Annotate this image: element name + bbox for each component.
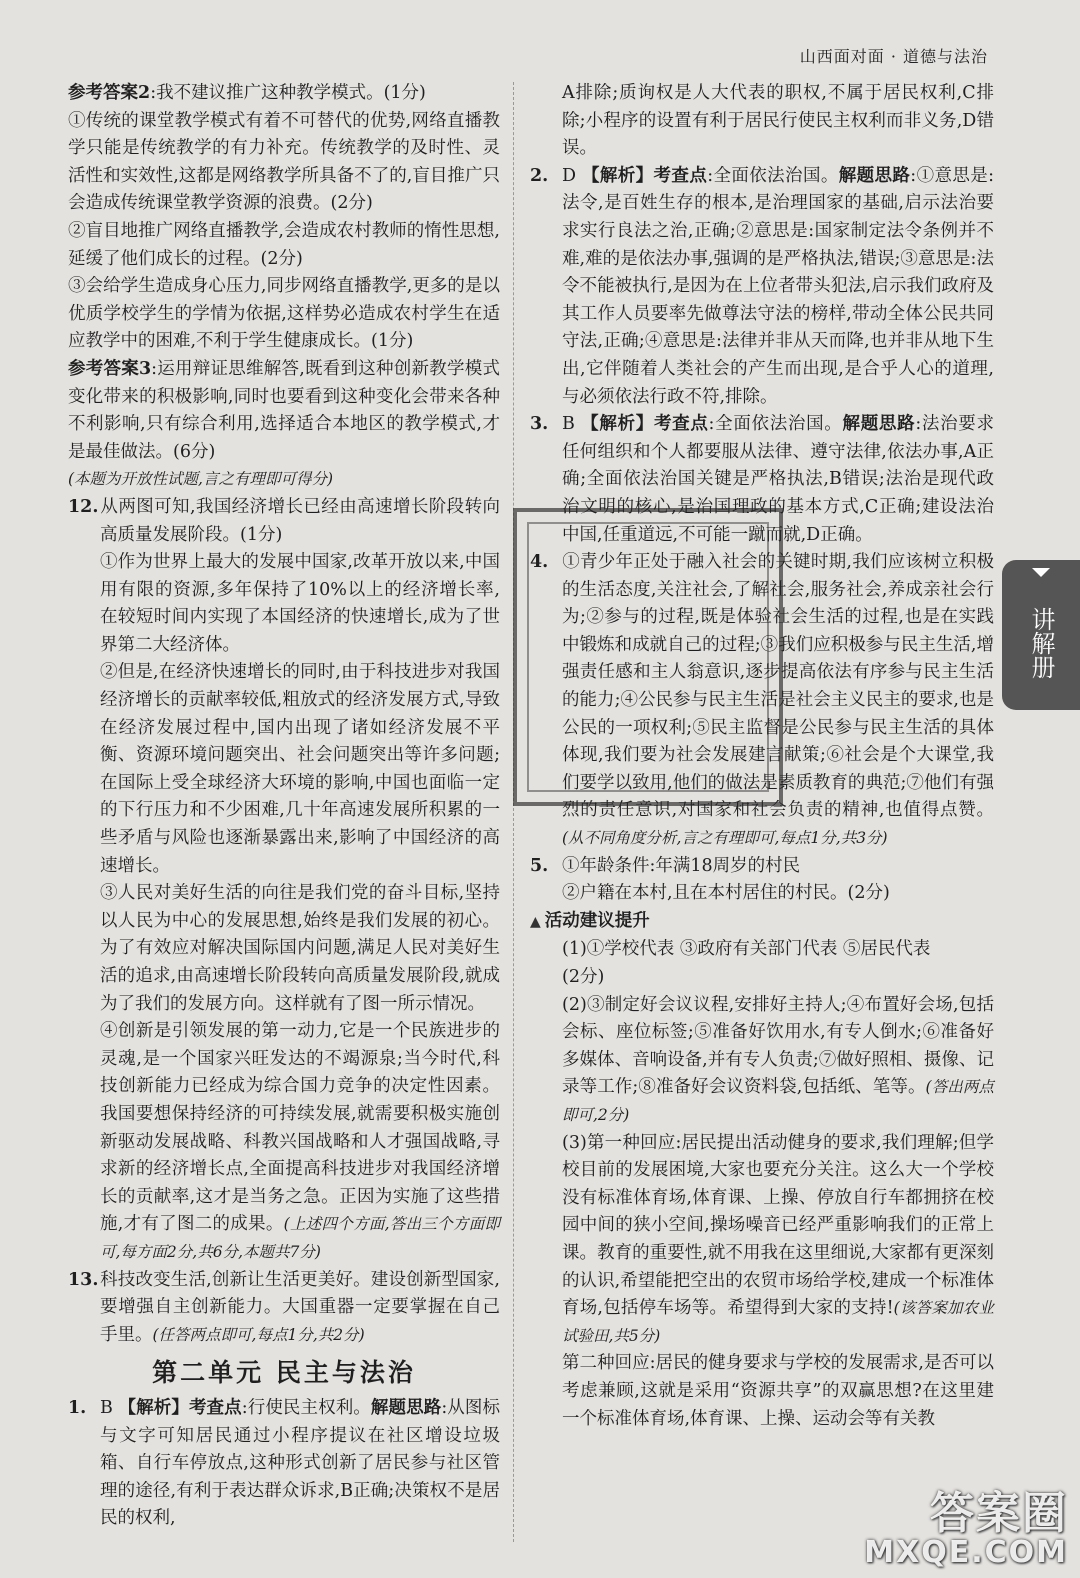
question-12-point-4: ④创新是引领发展的第一动力,它是一个民族进步的灵魂,是一个国家兴旺发达的不竭源泉;当今时代,科技创新能力已经成为综合国力竞争的决定性因素。我国要想保持经济的可持续发展,就需要积极实施创新驱动发展战略、科教兴国战略和人才强国战略,寻求新的经济增长点,全面提高科技进步对我国经济增长的贡献率,这才是当务之急。正因为实施了这些措施,才有了图二的成果。(上述四个方面,答出三个方面即可,每方面2分,共6分,本题共7分): [100, 1021, 500, 1261]
activity-answer-2: (2)③制定好会议议程,安排好主持人;④布置好会场,包括会标、座位标签;⑤准备好饮用水,有专人倒水;⑥准备好多媒体、音响设备,并有专人负责;⑦做好照相、摄像、记录等工作;⑧准备好会议资料袋,包括纸、笔等。(答出两点即可,2分): [562, 994, 994, 1124]
unit2-question-3: 3. B 【解析】考查点:全面依法治国。解题思路:法治要求任何组织和个人都要服从法律、遵守法律,依法办事,A正确;全面依法治国关键是严格执法,B错误;法治是现代政治文明的核心,是治国理政的基本方式,C正确;建设法治中国,任重道远,不可能一蹴而就,D正确。: [530, 414, 994, 545]
unit2-question-1: 1. B 【解析】考查点:行使民主权利。解题思路:从图标与文字可知居民通过小程序提议在社区增设垃圾箱、自行车停放点,这种形式创新了居民参与社区管理的途径,有利于表达群众诉求,B正确;决策权不是居民的权利,: [68, 1397, 500, 1529]
activity-section-title: ▲ 活动建议提升: [530, 910, 650, 931]
note-open-question: (本题为开放性试题,言之有理即可得分): [68, 470, 334, 489]
mountain-icon: ▲: [530, 913, 541, 930]
unit2-question-5-line-2: ②户籍在本村,且在本村居住的村民。(2分): [562, 883, 890, 904]
answer-2: 参考答案2:我不建议推广这种教学模式。(1分): [68, 83, 426, 103]
watermark-text-bottom: MXQE.COM: [864, 1535, 1068, 1570]
activity-answer-3: (3)第一种回应:居民提出活动健身的要求,我们理解;但学校目前的发展困境,大家也要充分关注。这么大一个学校没有标准体育场,体育课、上操、停放自行车都拥挤在校园中间的狭小空间,操场噪音已经严重影响我们的正常上课。教育的重要性,就不用我在这里细说,大家都有更深刻的认识,希望能把空出的农贸市场给学校,建成一个标准体育场,包括停车场等。希望得到大家的支持!(该答案加农业试验田,共5分): [562, 1132, 994, 1345]
question-12-point-2: ②但是,在经济快速增长的同时,由于科技进步对我国经济增长的贡献率较低,粗放式的经济发展方式,导致在经济发展过程中,国内出现了诸如经济发展不平衡、资源环境问题突出、社会问题突出等许多问题;在国际上受全球经济大环境的影响,中国也面临一定的下行压力和不少困难,几十年高速发展所积累的一些矛盾与风险也逐渐暴露出来,影响了中国经济的高速增长。: [100, 662, 500, 876]
triangle-down-icon: [1032, 568, 1050, 577]
left-column: [68, 80, 500, 1533]
question-13: 13.科技改变生活,创新让生活更美好。建设创新型国家,要增强自主创新能力。大国重器一定要掌握在自己手里。(任答两点即可,每点1分,共2分): [68, 1269, 500, 1345]
side-tab-label: 讲解册: [1027, 607, 1055, 679]
unit-title: 第二单元 民主与法治: [152, 1358, 416, 1388]
answer-2-point-1: ①传统的课堂教学模式有着不可替代的优势,网络直播教学只能是传统教学的有力补充。传统教学的及时性、灵活性和实效性,这都是网络教学所具备不了的,盲目推广只会造成传统课堂教学资源的浪费。(2分): [68, 110, 500, 214]
stamp-inner-border: [527, 522, 769, 792]
question-12-point-3: ③人民对美好生活的向往是我们党的奋斗目标,坚持以人民为中心的发展思想,始终是我们发展的初心。为了有效应对解决国际国内问题,满足人民对美好生活的追求,由高速增长阶段转向高质量发展阶段,就成为了我们的发展方向。这样就有了图一所示情况。: [100, 883, 500, 1014]
watermark-logo: [864, 1477, 1068, 1570]
side-tab: [1002, 560, 1080, 710]
stamp-seal: [513, 508, 783, 806]
running-header: 山西面对面 · 道德与法治: [799, 47, 988, 66]
column-divider: [513, 82, 514, 1542]
question-12-point-1: ①作为世界上最大的发展中国家,改革开放以来,中国用有限的资源,多年保持了10%以上的经济增长率,在较短时间内实现了本国经济的快速增长,成为了世界第二大经济体。: [100, 552, 500, 655]
unit2-question-4: 4. ①青少年正处于融入社会的关键时期,我们应该树立积极的生活态度,关注社会,了解社会,服务社会,养成亲社会行为;②参与的过程,既是体验社会生活的过程,也是在实践中锻炼和成就自己的过程;③我们应积极参与民主生活,增强责任感和主人翁意识,逐步提高依法有序参与民主生活的能力;④公民参与民主生活是社会主义民主的要求,也是公民的一项权利;⑤民主监督是公民参与民主生活的具体体现,我们要为社会发展建言献策;⑥社会是个大课堂,我们要学以致用,他们的做法是素质教育的典范;⑦他们有强烈的责任意识,对国家和社会负责的精神,也值得点赞。(从不同角度分析,言之有理即可,每点1分,共3分): [530, 552, 994, 848]
answer-2-point-3: ③会给学生造成身心压力,同步网络直播教学,更多的是以优质学校学生的学情为依据,这样势必造成农村学生在适应教学中的困难,不利于学生健康成长。(1分): [68, 276, 500, 352]
unit2-question-5: 5. ①年龄条件:年满18周岁的村民: [530, 855, 801, 876]
answer-2-point-2: ②盲目地推广网络直播教学,会造成农村教师的惰性思想,延缓了他们成长的过程。(2分): [68, 220, 500, 269]
activity-answer-1: (1)①学校代表 ③政府有关部门代表 ⑤居民代表: [562, 939, 931, 960]
unit2-question-2: 2. D 【解析】考查点:全面依法治国。解题思路:①意思是:法令,是百姓生存的根本,是治理国家的基础,启示法治要求实行良法之治,正确;②意思是:国家制定法令条例并不难,难的是依法办事,强调的是严格执法,错误;③意思是:法令不能被执行,是因为在上位者带头犯法,启示我们政府及其工作人员要率先做尊法守法的榜样,带动全体公民共同守法,正确;④意思是:法律并非从天而降,也并非从地下生出,它伴随着人类社会的产生而出现,是合乎人心的道理,与必须依法行政不符,排除。: [530, 165, 995, 407]
watermark-text-top: 答案圈: [930, 1488, 1068, 1539]
question-12: 12.从两图可知,我国经济增长已经由高速增长阶段转向高质量发展阶段。(1分): [68, 496, 500, 545]
unit2-question-1-continued: A排除;质询权是人大代表的职权,不属于居民权利,C排除;小程序的设置有利于居民行使民主权利而非义务,D错误。: [562, 83, 994, 159]
activity-answer-1-score: (2分): [562, 967, 605, 987]
answer-3: 参考答案3:运用辩证思维解答,既看到这种创新教学模式变化带来的积极影响,同时也要看到这种变化会带来各种不利影响,只有综合利用,选择适合本地区的教学模式,才是最佳做法。(6分): [68, 358, 500, 462]
activity-answer-3-part-2: 第二种回应:居民的健身要求与学校的发展需求,是否可以考虑兼顾,这就是采用“资源共享”的双赢思想?在这里建一个标准体育场,体育课、上操、运动会等有关教: [562, 1353, 994, 1429]
